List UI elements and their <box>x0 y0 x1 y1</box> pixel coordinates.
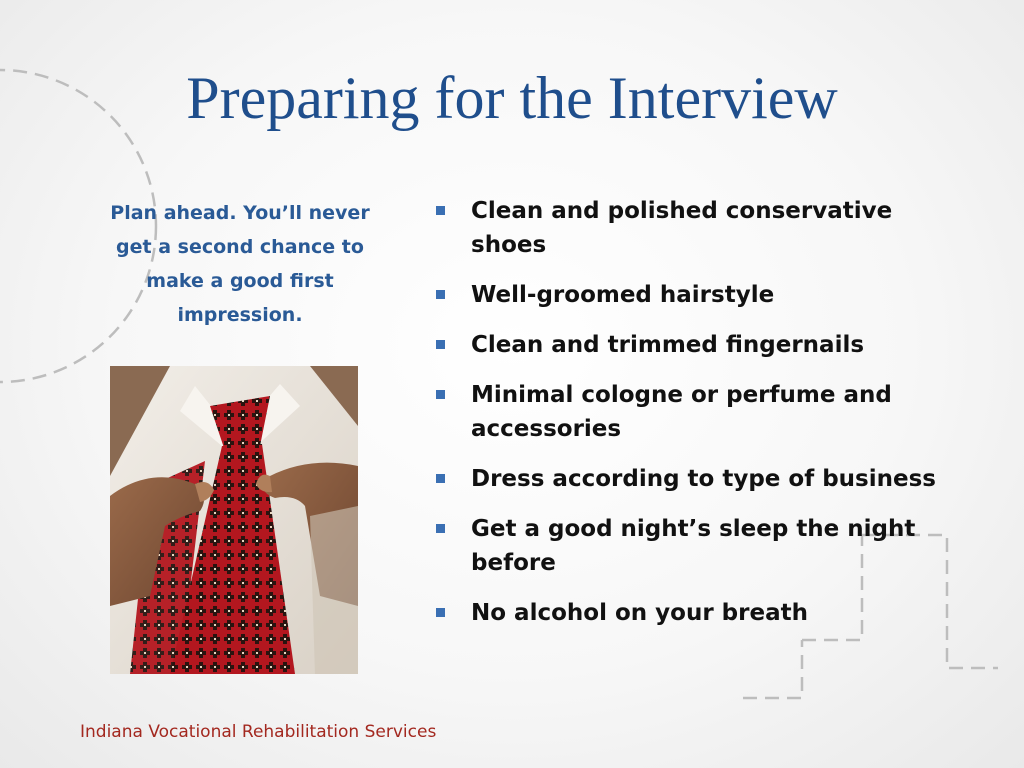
square-bullet-icon <box>436 290 445 299</box>
footer-organization: Indiana Vocational Rehabilitation Services <box>80 722 437 742</box>
square-bullet-icon <box>436 206 445 215</box>
square-bullet-icon <box>436 474 445 483</box>
bullet-text: No alcohol on your breath <box>471 600 808 626</box>
bullet-item <box>434 278 974 312</box>
bullet-text: Dress according to type of business <box>471 466 936 492</box>
slide-title: Preparing for the Interview <box>186 65 838 131</box>
bullet-item <box>434 194 974 262</box>
bullet-text: Minimal cologne or perfume and accessories <box>471 382 892 442</box>
necktie-photo <box>110 366 358 674</box>
bullet-item <box>434 462 974 496</box>
bullet-text: Clean and polished conservative shoes <box>471 198 893 258</box>
square-bullet-icon <box>436 390 445 399</box>
square-bullet-icon <box>436 524 445 533</box>
bullet-text: Get a good night’s sleep the night before <box>471 516 916 576</box>
bullet-item <box>434 378 974 446</box>
bullet-text: Clean and trimmed fingernails <box>471 332 865 358</box>
bullet-list <box>434 194 974 646</box>
bullet-text: Well-groomed hairstyle <box>471 282 775 308</box>
square-bullet-icon <box>436 608 445 617</box>
dashed-steps-decoration-lower <box>743 640 802 698</box>
bullet-item <box>434 596 974 630</box>
tagline-text: Plan ahead. You’ll never get a second chance to make a good first impression. <box>110 202 370 326</box>
bullet-item <box>434 328 974 362</box>
square-bullet-icon <box>436 340 445 349</box>
bullet-item <box>434 512 974 580</box>
